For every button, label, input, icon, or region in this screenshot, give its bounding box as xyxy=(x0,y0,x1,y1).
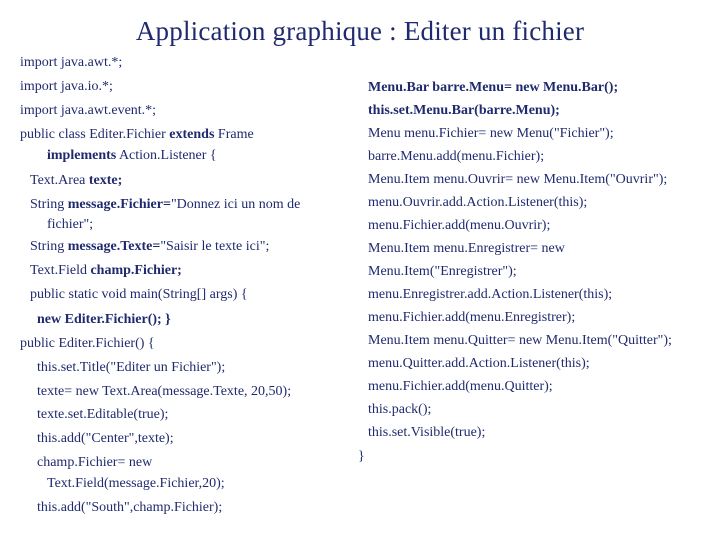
code-line: this.add("South",champ.Fichier); xyxy=(37,500,223,515)
code-line: menu.Quitter.add.Action.Listener(this); xyxy=(368,356,590,371)
code-line: this.set.Title("Editer un Fichier"); xyxy=(37,360,226,375)
code-line: menu.Enregistrer.add.Action.Listener(this); xyxy=(368,287,613,302)
code-line: String message.Texte="Saisir le texte ici"; xyxy=(30,239,270,254)
code-line: new Editer.Fichier(); } xyxy=(37,312,171,327)
code-line: fichier"; xyxy=(47,217,94,232)
code-line: barre.Menu.add(menu.Fichier); xyxy=(368,149,545,164)
code-line: Menu.Item menu.Ouvrir= new Menu.Item("Ouvrir"); xyxy=(368,172,668,187)
code-line: implements Action.Listener { xyxy=(47,148,217,163)
code-line: this.pack(); xyxy=(368,402,432,417)
code-line: public Editer.Fichier() { xyxy=(20,336,155,351)
code-line: champ.Fichier= new xyxy=(37,455,153,470)
code-line: menu.Fichier.add(menu.Ouvrir); xyxy=(368,218,551,233)
code-line: menu.Fichier.add(menu.Enregistrer); xyxy=(368,310,576,325)
code-line: import java.io.*; xyxy=(20,79,113,94)
code-line: String message.Fichier="Donnez ici un nom de xyxy=(30,197,301,212)
code-line: Menu.Item("Enregistrer"); xyxy=(368,264,517,279)
code-line: import java.awt.event.*; xyxy=(20,103,157,118)
code-line: menu.Fichier.add(menu.Quitter); xyxy=(368,379,553,394)
code-line: Menu.Item menu.Enregistrer= new xyxy=(368,241,565,256)
code-line: import java.awt.*; xyxy=(20,55,123,70)
code-line: } xyxy=(358,449,365,464)
slide-title: Application graphique : Editer un fichier xyxy=(135,16,585,46)
code-line: this.set.Visible(true); xyxy=(368,425,486,440)
code-line: Text.Field(message.Fichier,20); xyxy=(47,476,225,491)
code-line: Menu.Item menu.Quitter= new Menu.Item("Quitter"); xyxy=(368,333,672,348)
code-line: this.set.Menu.Bar(barre.Menu); xyxy=(368,103,560,118)
code-line: this.add("Center",texte); xyxy=(37,431,174,446)
code-line: texte= new Text.Area(message.Texte, 20,50); xyxy=(37,384,292,399)
code-line: public static void main(String[] args) { xyxy=(30,287,248,302)
code-line: menu.Ouvrir.add.Action.Listener(this); xyxy=(368,195,588,210)
code-line: Text.Area texte; xyxy=(30,173,123,188)
code-line: Menu.Bar barre.Menu= new Menu.Bar(); xyxy=(368,80,619,95)
code-line: public class Editer.Fichier extends Frame xyxy=(20,127,254,142)
code-line: texte.set.Editable(true); xyxy=(37,407,169,422)
code-line: Text.Field champ.Fichier; xyxy=(30,263,182,278)
code-line: Menu menu.Fichier= new Menu("Fichier"); xyxy=(368,126,614,141)
